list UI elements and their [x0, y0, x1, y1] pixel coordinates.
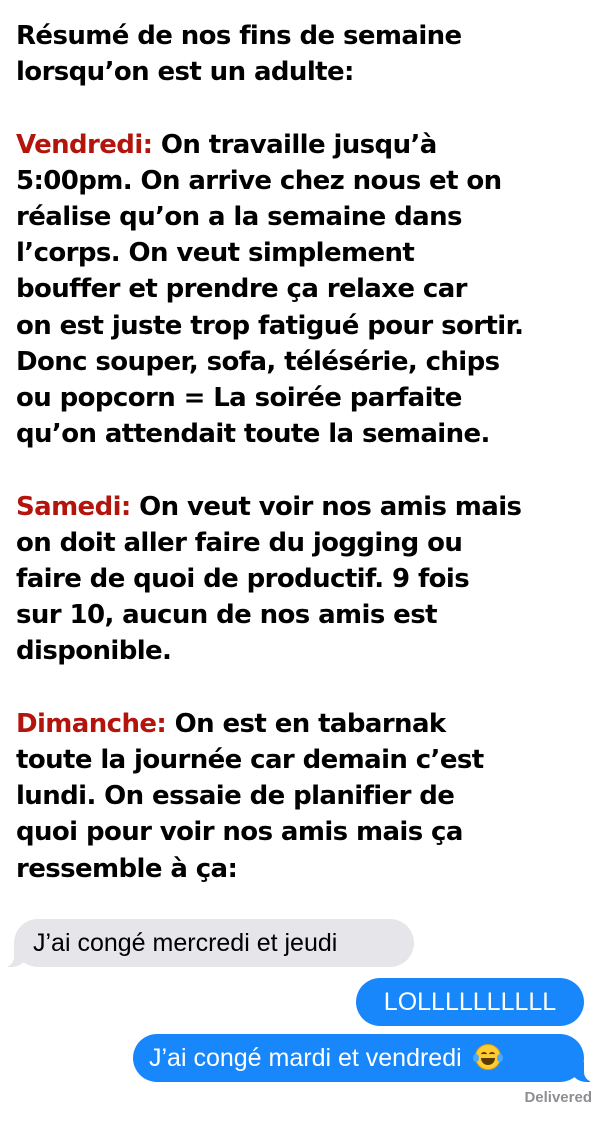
intro-line: lorsqu’on est un adulte: — [16, 57, 354, 88]
tears-of-joy-emoji-icon — [475, 1044, 501, 1070]
text-line: faire de quoi de productif. 9 fois — [16, 564, 470, 595]
text-line: l’corps. On veut simplement — [16, 238, 415, 269]
text-line: qu’on attendait toute la semaine. — [16, 419, 490, 450]
text-line: bouffer et prendre ça relaxe car — [16, 274, 467, 305]
day-label-sunday: Dimanche: — [16, 708, 167, 739]
outgoing-message-bubble[interactable] — [133, 1034, 584, 1082]
text-fragment: On est en tabarnak — [166, 708, 446, 739]
day-label-saturday: Samedi: — [16, 491, 131, 522]
text-line: lundi. On essaie de planifier de — [16, 781, 455, 812]
message-text: J’ai congé mercredi et jeudi — [33, 929, 338, 957]
outgoing-message-bubble[interactable] — [356, 978, 584, 1026]
delivered-status: Delivered — [524, 1089, 592, 1106]
text-line: réalise qu’on a la semaine dans — [16, 202, 462, 232]
text-line: sur 10, aucun de nos amis est — [16, 600, 437, 631]
text-fragment: On veut voir nos amis mais — [130, 491, 522, 522]
intro-line: Résumé de nos fins de semaine — [16, 21, 462, 51]
text-line: on est juste trop fatigué pour sortir. — [16, 310, 524, 341]
text-line: Donc souper, sofa, télésérie, chips — [16, 346, 500, 377]
text-line: ressemble à ça: — [16, 853, 238, 884]
day-label-friday: Vendredi: — [16, 129, 153, 160]
text-line: toute la journée car demain c’est — [16, 745, 484, 776]
text-fragment: On travaille jusqu’à — [152, 129, 437, 160]
message-text: LOLLLLLLLLLL — [383, 988, 557, 1016]
text-line: quoi pour voir nos amis mais ça — [16, 817, 463, 848]
text-line: disponible. — [16, 636, 172, 667]
text-line: on doit aller faire du jogging ou — [16, 527, 463, 558]
message-text: J’ai congé mardi et vendredi — [149, 1044, 462, 1072]
text-line: ou popcorn = La soirée parfaite — [16, 383, 462, 414]
incoming-message-bubble[interactable] — [14, 919, 414, 967]
text-line: 5:00pm. On arrive chez nous et on — [16, 165, 502, 196]
